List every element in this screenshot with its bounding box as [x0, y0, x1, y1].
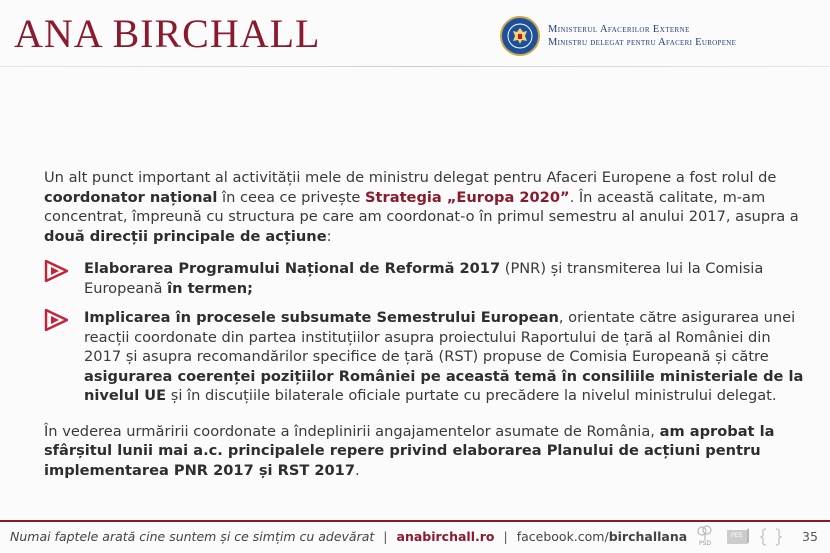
list-item	[44, 308, 804, 406]
pes-logo-label: PES	[731, 532, 743, 539]
psd-logo-label: PSD	[698, 540, 712, 547]
ministry-role: Ministru delegat pentru Afaceri Europene	[548, 37, 737, 48]
bullet-1-text-1: (PNR) și transmiterea lui la Comisia Europeană	[84, 260, 764, 297]
pes-logo	[726, 527, 750, 547]
bullet-list	[44, 259, 804, 406]
footer-separator: |	[383, 529, 388, 544]
bullet-1-bold-1: Elaborarea Programului Național de Reformă 2017	[84, 260, 501, 277]
footer-divider	[0, 520, 830, 522]
website-link[interactable]: anabirchall.ro	[396, 529, 495, 544]
romanian-government-seal-icon	[500, 16, 540, 56]
red-triangle-bullet-icon	[44, 309, 68, 331]
intro-text-2: în ceea ce privește	[217, 188, 366, 206]
intro-text-3: . În această calitate, m-am concentrat, împreună cu structura pe care am coordonat-o în primul semestru al anului 2017, asupra a	[44, 188, 799, 225]
brand-title: ANA BIRCHALL	[14, 11, 321, 56]
government-block	[500, 16, 736, 56]
slide-header	[0, 0, 830, 70]
slide-footer	[0, 520, 830, 553]
footer-motto: Numai faptele arată cine suntem și ce simțim cu adevărat	[10, 529, 375, 544]
closing-text-1: În vederea urmăririi coordonate a îndeplinirii angajamentelor asumate de România,	[44, 422, 660, 440]
facebook-prefix: facebook.com/	[516, 529, 609, 544]
bullet-2-text-2: și în discuțiile bilaterale oficiale purtate cu precădere la nivelul ministrului delegat.	[166, 387, 777, 404]
slide-content	[44, 168, 804, 480]
ministry-name: Ministerul Afacerilor Externe	[548, 23, 690, 35]
bullet-2-bold-1: Implicarea în procesele subsumate Semestrului European	[84, 309, 559, 326]
bullet-1-bold-2: în termen;	[167, 279, 253, 297]
government-text	[548, 23, 736, 49]
rose-icon	[694, 524, 716, 540]
psd-logo	[694, 524, 716, 547]
decorative-logo	[760, 527, 782, 547]
intro-paragraph	[44, 168, 804, 246]
page-number: 35	[802, 529, 818, 544]
strategy-name: Strategia „Europa 2020”	[365, 188, 570, 206]
intro-text-4: :	[326, 227, 332, 245]
header-divider	[0, 66, 830, 67]
party-logos	[694, 524, 782, 547]
facebook-name: birchallana	[608, 529, 688, 544]
closing-bold-1: am aprobat la sfârșitul lunii mai a.c. principalele repere privind elaborarea Planului de acțiuni pentru implementarea PNR 2017 și RST 2017	[44, 422, 775, 479]
closing-paragraph	[44, 422, 804, 481]
bracket-logo-icon	[760, 527, 782, 547]
list-item	[44, 259, 804, 298]
intro-bold-2: două direcții principale de acțiune	[44, 227, 327, 245]
footer-text	[10, 529, 687, 544]
footer-separator: |	[503, 529, 508, 544]
intro-text-1: Un alt punct important al activității mele de ministru delegat pentru Afaceri Europene a fost rolul de	[44, 169, 777, 186]
bullet-2-text-1: , orientate către asigurarea unei reacții coordonate din partea instituțiilor asupra proiectului Raportului de țară al României din 2017 și asupra recomandărilor specifice de țară (RST) propuse de Comisia Europeană și către	[84, 309, 796, 365]
bullet-2-bold-2: asigurarea coerenței pozițiilor României pe această temă în consiliile ministeriale de la nivelul UE	[84, 367, 804, 404]
facebook-link[interactable]	[517, 529, 687, 544]
intro-bold-1: coordonator național	[44, 188, 218, 206]
red-triangle-bullet-icon	[44, 260, 68, 282]
closing-text-2: .	[355, 461, 360, 479]
